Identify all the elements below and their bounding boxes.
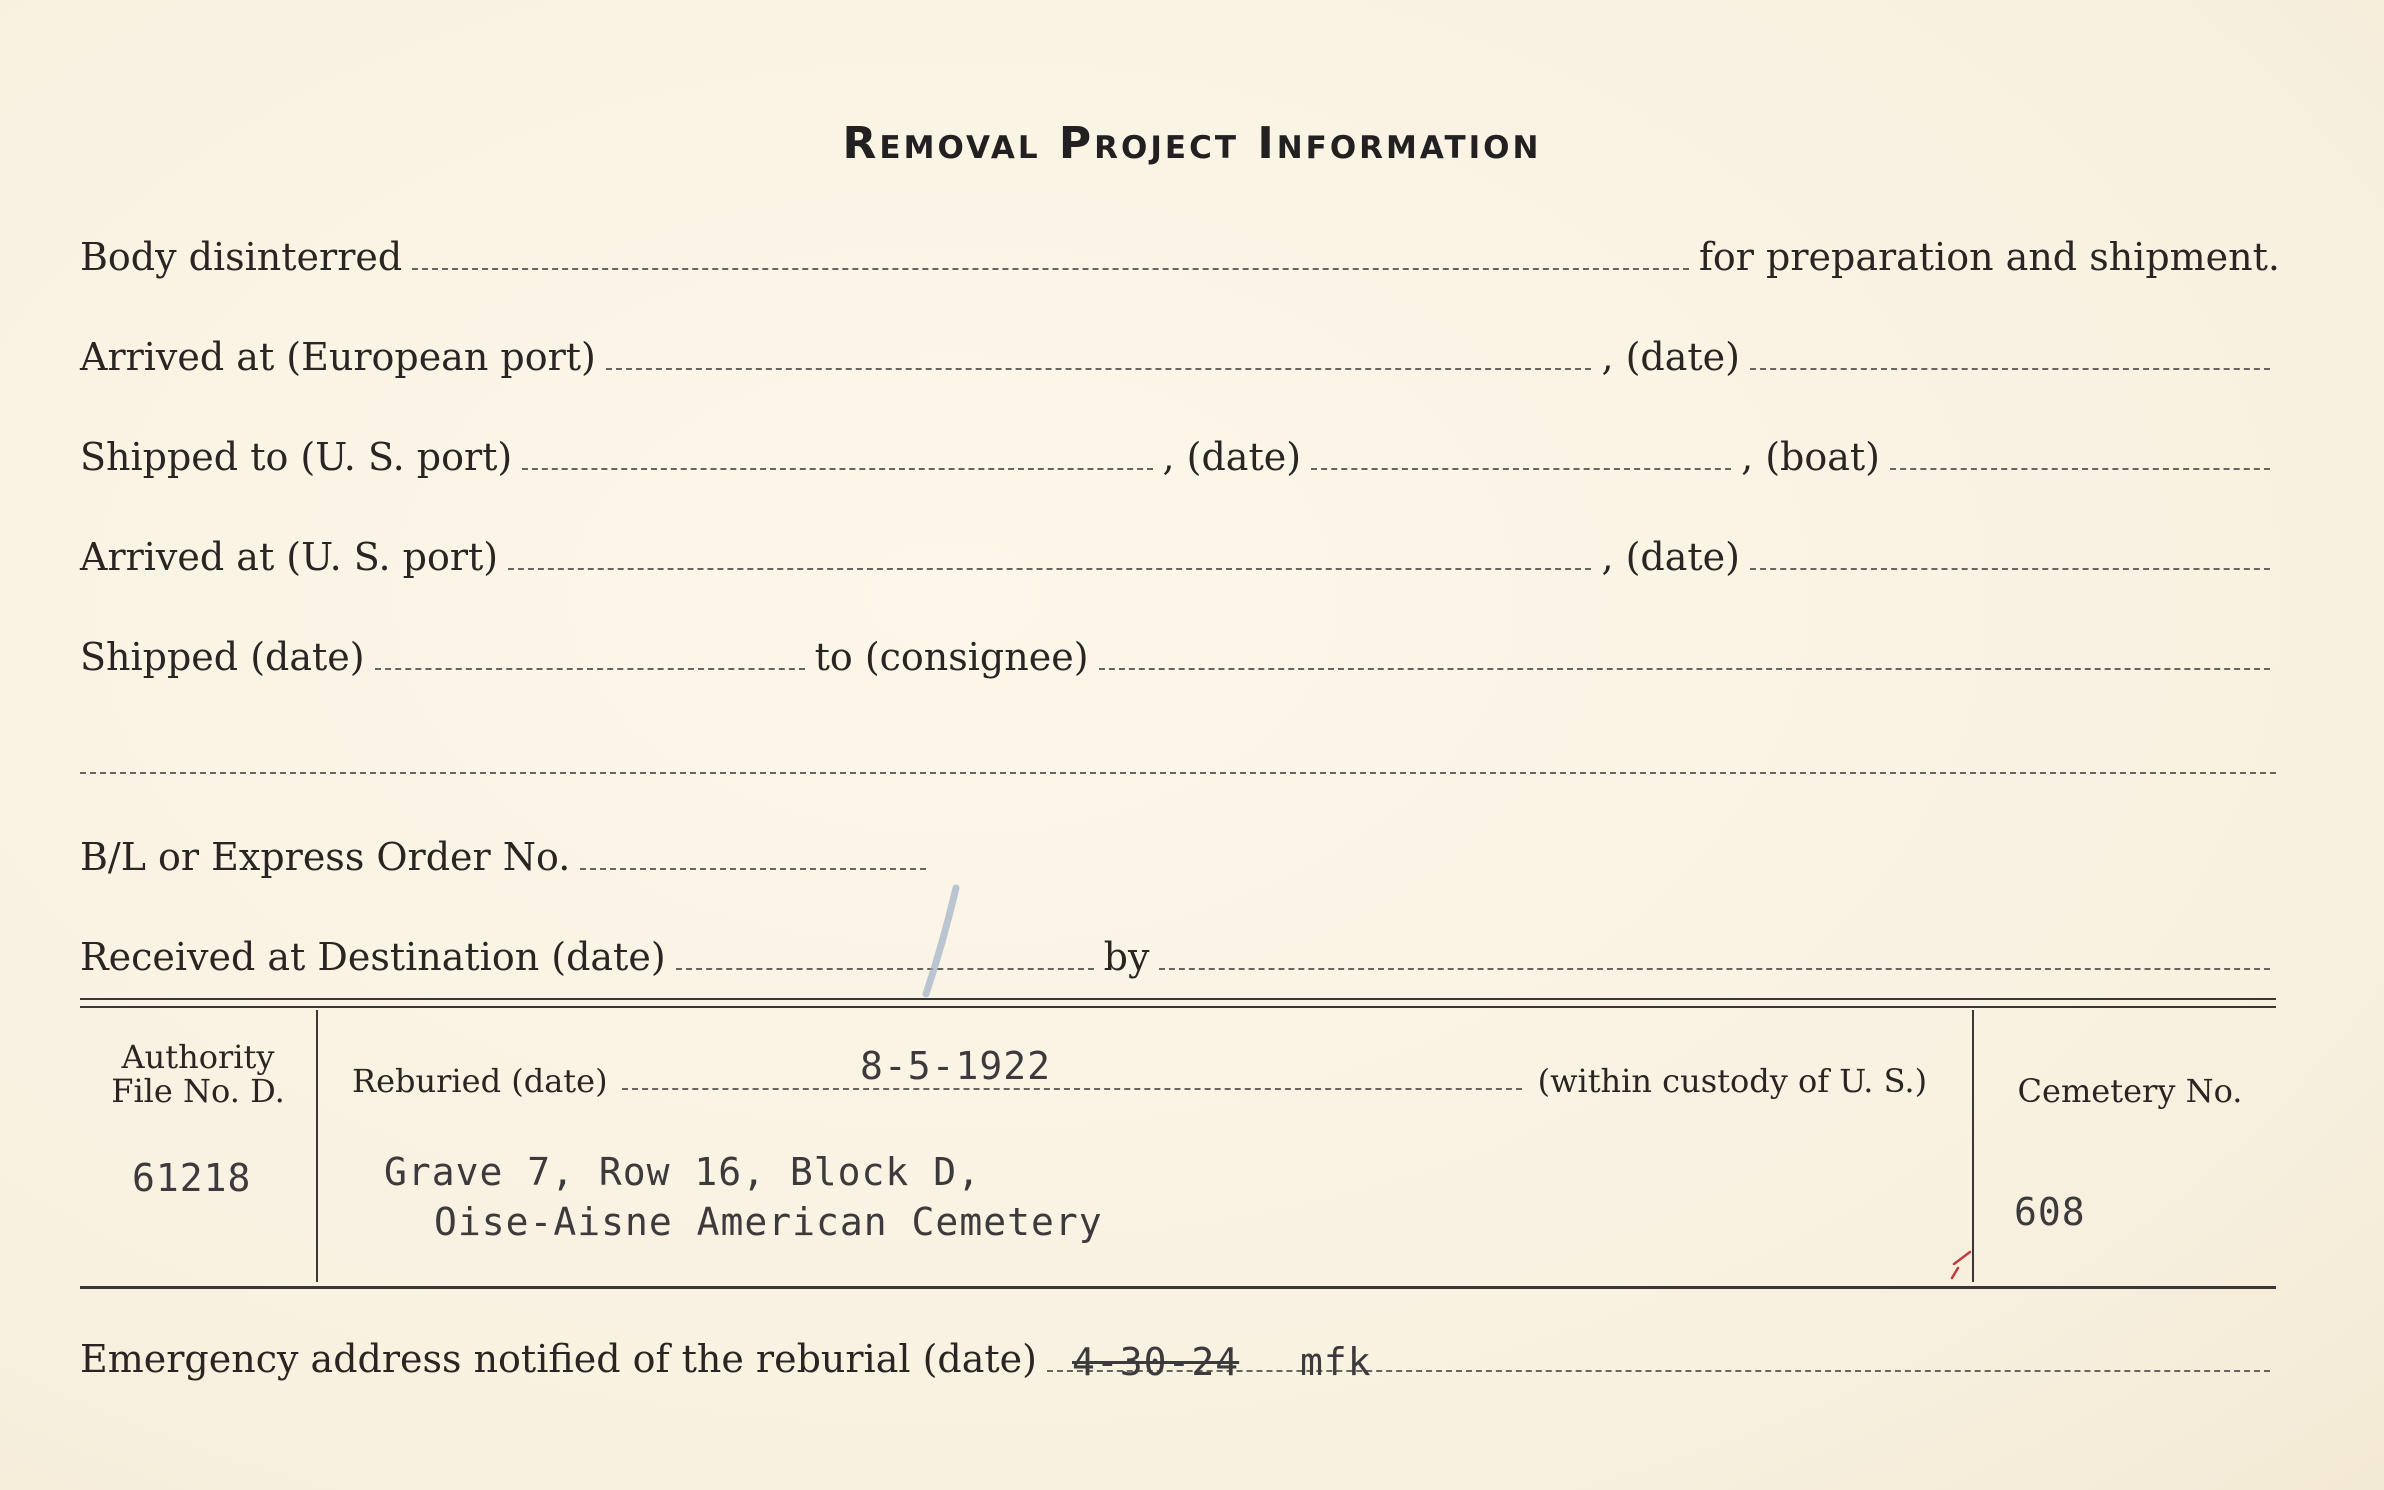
cemetery-number-label: Cemetery No. (2017, 1072, 2243, 1110)
row-received (80, 928, 2280, 984)
pencil-mark-icon (918, 882, 968, 1002)
page-title: Removal Project Information (842, 118, 1542, 169)
emergency-label: Emergency address notified of the reburial (date) (80, 1337, 1037, 1381)
received-label: Received at Destination (date) (80, 935, 666, 979)
table-divider-right (1972, 1010, 1974, 1282)
consignee-label: to (consignee) (814, 635, 1089, 679)
row-shipped-us (80, 428, 2280, 484)
arrived-european-port-field (606, 368, 1592, 370)
arrived-european-date-field (1750, 368, 2270, 370)
body-disinterred-suffix: for preparation and shipment. (1698, 235, 2280, 279)
emergency-date-value: 4-30-24 (1072, 1340, 1240, 1384)
row-bl-order (80, 828, 2280, 884)
reburied-date-value: 8-5-1922 (860, 1044, 1052, 1088)
arrived-us-date-label: , (date) (1601, 535, 1740, 579)
emergency-initials: mfk (1300, 1340, 1372, 1384)
reburied-label: Reburied (date) (352, 1062, 608, 1100)
arrived-us-label: Arrived at (U. S. port) (80, 535, 499, 579)
shipped-us-boat-field (1890, 468, 2270, 470)
consignee-field (1099, 668, 2270, 670)
row-arrived-us (80, 528, 2280, 584)
received-by-label: by (1103, 935, 1150, 979)
authority-label-line-1: Authority (121, 1038, 275, 1076)
arrived-european-label: Arrived at (European port) (80, 335, 596, 379)
bl-order-label: B/L or Express Order No. (80, 835, 571, 879)
table-top-rule (80, 998, 2276, 1008)
shipped-us-boat-label: , (boat) (1741, 435, 1880, 479)
row-shipped-date (80, 628, 2280, 684)
body-disinterred-label: Body disinterred (80, 235, 403, 279)
arrived-us-date-field (1750, 568, 2270, 570)
reburied-date-field (622, 1088, 1522, 1090)
arrived-european-date-label: , (date) (1601, 335, 1740, 379)
consignee-continuation-line (80, 772, 2276, 774)
authority-file-number: 61218 (132, 1156, 252, 1200)
row-body-disinterred (80, 228, 2280, 284)
row-arrived-european (80, 328, 2280, 384)
table-bottom-rule (80, 1286, 2276, 1289)
shipped-date-label: Shipped (date) (80, 635, 365, 679)
authority-header (88, 1040, 308, 1108)
received-date-field (676, 968, 1094, 970)
received-by-field (1159, 968, 2270, 970)
table-divider-left (316, 1010, 318, 1282)
grave-location-line-1: Grave 7, Row 16, Block D, (384, 1150, 981, 1194)
reburied-row (352, 1062, 1952, 1100)
body-disinterred-field (412, 268, 1689, 270)
custody-label: (within custody of U. S.) (1537, 1062, 1928, 1100)
shipped-us-label: Shipped to (U. S. port) (80, 435, 513, 479)
authority-label-line-2: File No. D. (111, 1072, 285, 1110)
shipped-date-field (375, 668, 805, 670)
arrived-us-port-field (508, 568, 1591, 570)
cemetery-number-value: 608 (2014, 1190, 2086, 1234)
shipped-us-date-field (1311, 468, 1731, 470)
check-mark-icon (1948, 1250, 1974, 1280)
grave-location-line-2: Oise-Aisne American Cemetery (434, 1200, 1103, 1244)
shipped-us-date-label: , (date) (1162, 435, 1302, 479)
shipped-us-port-field (522, 468, 1152, 470)
bl-order-field (580, 868, 926, 870)
